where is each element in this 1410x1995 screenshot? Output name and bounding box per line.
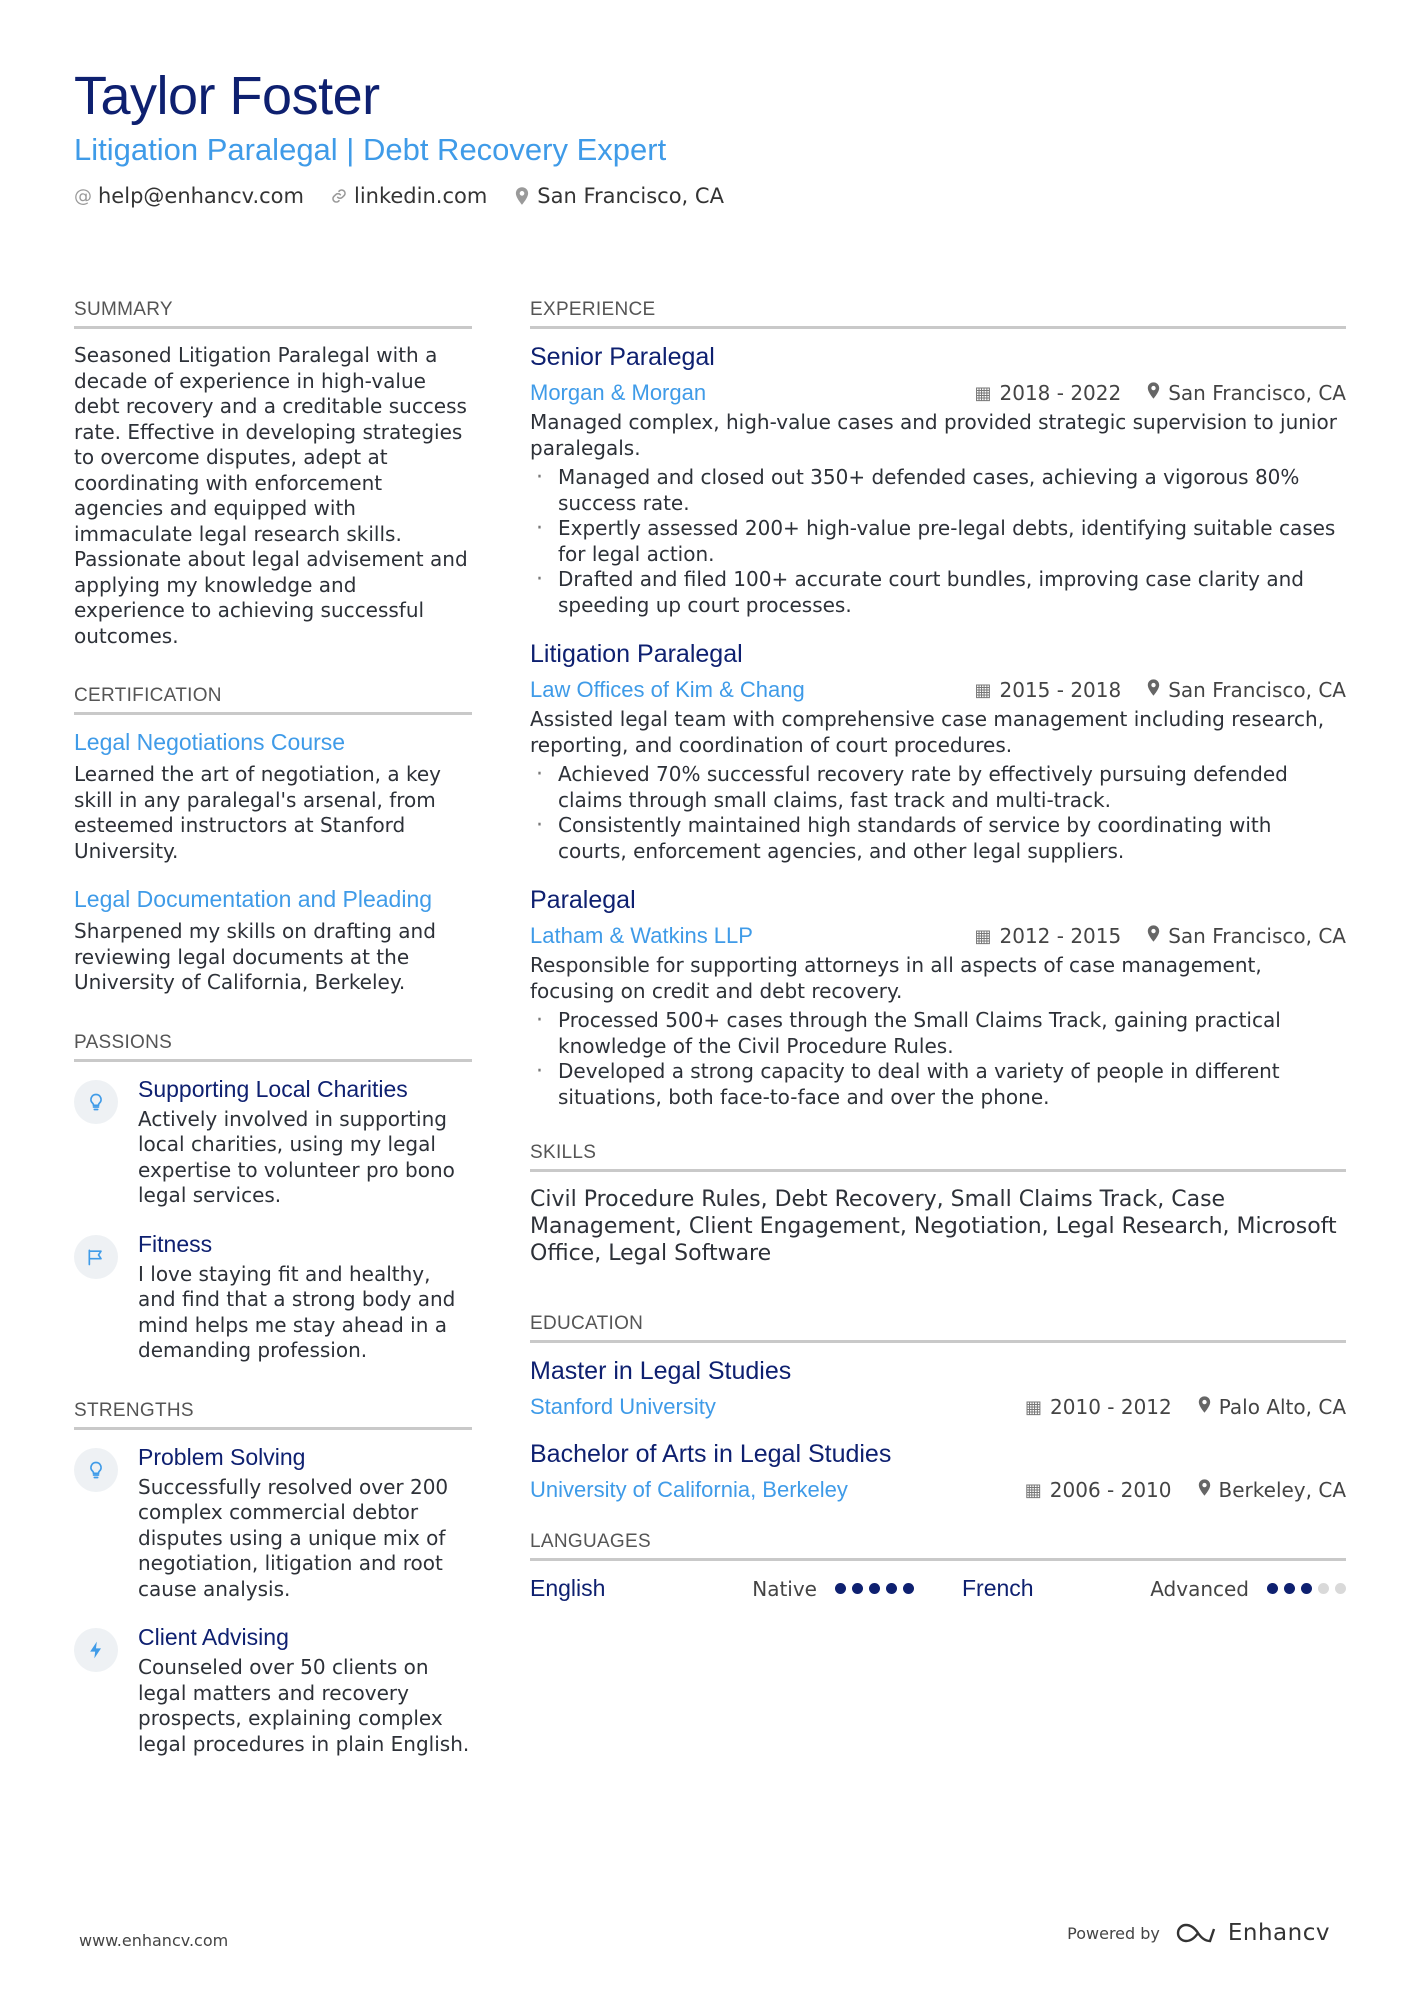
education-section [530,1313,1346,1503]
education-entry [530,1357,1346,1420]
rating-dot [903,1583,914,1594]
powered-by-text: Powered by [1067,1923,1160,1943]
job-dates: 2012 - 2015 [999,924,1122,948]
rating-dot [852,1583,863,1594]
skills-text: Civil Procedure Rules, Debt Recovery, Small Claims Track, Case Management, Client Engagement, Negotiation, Legal Research, Microsoft Office, Legal Software [530,1187,1337,1266]
job-dates: 2018 - 2022 [999,381,1122,405]
lightning-icon [74,1628,118,1672]
certification-desc: Sharpened my skills on drafting and reviewing legal documents at the University of California, Berkeley. [74,919,436,994]
language-level: Advanced [1150,1576,1249,1601]
calendar-icon: ▦ [1025,1396,1043,1418]
job-bullet: · Drafted and filed 100+ accurate court bundles, improving case clarity and speeding up court processes. [530,567,1346,618]
location-icon [1198,1479,1211,1501]
contact-row [74,184,1346,208]
strengths-heading: STRENGTHS [74,1400,472,1430]
education-location: Berkeley, CA [1218,1478,1346,1502]
certification-item [74,729,472,864]
passion-name: Fitness [138,1230,213,1257]
link-icon [330,188,348,204]
resume-page [74,64,1346,1756]
strength-item [74,1624,472,1757]
contact-linkedin[interactable] [330,184,487,208]
strength-item [74,1444,472,1603]
contact-email[interactable] [74,184,304,208]
skills-heading: SKILLS [530,1142,1346,1172]
experience-section [530,299,1346,1110]
rating-dot [1318,1583,1329,1594]
rating-dot [1284,1583,1295,1594]
job-bullet: · Processed 500+ cases through the Small Claims Track, gaining practical knowledge of the Civil Procedure Rules. [530,1008,1346,1059]
left-column [74,299,472,1785]
location-icon [1147,925,1160,947]
brand-name: Enhancv [1227,1920,1330,1946]
contact-email-text: help@enhancv.com [98,184,304,208]
rating-dot [869,1583,880,1594]
strength-desc: Counseled over 50 clients on legal matters and recovery prospects, explaining complex legal procedures in plain English. [138,1655,470,1756]
passion-item [74,1231,472,1364]
language-rating [835,1583,914,1594]
degree-name: Master in Legal Studies [530,1357,792,1385]
job-title: Senior Paralegal [530,343,715,371]
language-name: French [962,1575,1034,1601]
certification-heading: CERTIFICATION [74,685,472,715]
location-icon [1147,679,1160,701]
job-bullet: · Consistently maintained high standards of service by coordinating with courts, enforcement agencies, and other legal suppliers. [530,813,1346,864]
education-entry [530,1440,1346,1503]
job-entry [530,343,1346,618]
passion-item [74,1076,472,1209]
job-location: San Francisco, CA [1168,678,1346,702]
job-title: Litigation Paralegal [530,640,743,668]
language-name: English [530,1575,606,1601]
calendar-icon: ▦ [974,679,992,701]
summary-text: Seasoned Litigation Paralegal with a decade of experience in high-value debt recovery and a creditable success rate. Effective in developing strategies to overcome disputes, adept at coordinating with enforcement agencies and equipped with immaculate legal research skills. Passionate about legal advisement and applying my knowledge and experience to achieving successful outcomes. [74,343,468,648]
languages-heading: LANGUAGES [530,1531,1346,1561]
job-dates: 2015 - 2018 [999,678,1122,702]
education-dates: 2010 - 2012 [1050,1395,1172,1419]
job-bullets [530,762,1346,864]
job-title: Paralegal [530,886,636,914]
certification-section [74,685,472,996]
flag-icon [74,1235,118,1279]
certification-desc: Learned the art of negotiation, a key skill in any paralegal's arsenal, from esteemed instructors at Stanford University. [74,762,441,863]
company-name: Law Offices of Kim & Chang [530,677,805,702]
enhancv-logo[interactable] [1176,1920,1330,1946]
summary-section [74,299,472,649]
lightbulb-icon [74,1080,118,1124]
degree-name: Bachelor of Arts in Legal Studies [530,1440,892,1468]
job-entry [530,886,1346,1110]
at-icon: @ [74,185,92,207]
calendar-icon: ▦ [974,382,992,404]
candidate-name: Taylor Foster [74,66,380,126]
strength-name: Problem Solving [138,1443,306,1470]
calendar-icon: ▦ [974,925,992,947]
right-column [530,299,1346,1785]
passion-name: Supporting Local Charities [138,1075,408,1102]
infinity-icon [1176,1922,1220,1944]
contact-linkedin-text: linkedin.com [353,184,488,208]
language-level: Native [752,1576,817,1601]
job-bullet: · Achieved 70% successful recovery rate by effectively pursuing defended claims through small claims, fast track and multi-track. [530,762,1346,813]
rating-dot [1335,1583,1346,1594]
rating-dot [1301,1583,1312,1594]
job-location: San Francisco, CA [1168,924,1346,948]
contact-location [513,184,724,208]
location-icon [1147,382,1160,404]
footer-branding [1067,1920,1330,1946]
education-heading: EDUCATION [530,1313,1346,1343]
strength-name: Client Advising [138,1624,289,1650]
passions-heading: PASSIONS [74,1032,472,1062]
education-dates: 2006 - 2010 [1049,1478,1172,1502]
job-bullet: · Managed and closed out 350+ defended cases, achieving a vigorous 80% success rate. [530,465,1346,516]
rating-dot [1267,1583,1278,1594]
certification-item [74,886,472,996]
language-entry [530,1575,914,1602]
languages-section [530,1531,1346,1602]
company-name: Latham & Watkins LLP [530,923,753,948]
experience-heading: EXPERIENCE [530,299,1346,329]
passion-desc: I love staying fit and healthy, and find that a strong body and mind helps me stay ahead in a demanding profession. [138,1261,456,1362]
school-name: University of California, Berkeley [530,1477,848,1502]
job-entry [530,640,1346,864]
language-rating [1267,1583,1346,1594]
rating-dot [835,1583,846,1594]
summary-heading: SUMMARY [74,299,472,329]
skills-section [530,1142,1346,1267]
certification-name: Legal Documentation and Pleading [74,886,433,912]
headline: Litigation Paralegal | Debt Recovery Expert [74,132,667,167]
rating-dot [886,1583,897,1594]
passion-desc: Actively involved in supporting local charities, using my legal expertise to volunteer pro bono legal services. [138,1106,455,1207]
passions-section [74,1032,472,1364]
lightbulb-icon [74,1448,118,1492]
job-bullet: · Developed a strong capacity to deal with a variety of people in different situations, both face-to-face and over the phone. [530,1059,1346,1110]
strength-desc: Successfully resolved over 200 complex commercial debtor disputes using a unique mix of negotiation, litigation and root cause analysis. [138,1474,449,1601]
school-name: Stanford University [530,1394,716,1419]
job-summary: Assisted legal team with comprehensive case management including research, reporting, and coordination of court procedures. [530,707,1325,757]
job-bullets [530,465,1346,618]
job-bullet: · Expertly assessed 200+ high-value pre-legal debts, identifying suitable cases for legal action. [530,516,1346,567]
calendar-icon: ▦ [1024,1479,1042,1501]
location-icon [513,187,531,205]
contact-location-text: San Francisco, CA [537,184,724,208]
company-name: Morgan & Morgan [530,380,707,405]
language-entry [962,1575,1346,1602]
job-summary: Managed complex, high-value cases and provided strategic supervision to junior paralegals. [530,410,1337,460]
strengths-section [74,1400,472,1758]
certification-name: Legal Negotiations Course [74,729,346,755]
job-bullets [530,1008,1346,1110]
footer-website[interactable]: www.enhancv.com [79,1931,229,1950]
location-icon [1198,1396,1211,1418]
education-location: Palo Alto, CA [1218,1395,1346,1419]
job-summary: Responsible for supporting attorneys in all aspects of case management, focusing on credit and debt recovery. [530,953,1262,1003]
job-location: San Francisco, CA [1168,381,1346,405]
